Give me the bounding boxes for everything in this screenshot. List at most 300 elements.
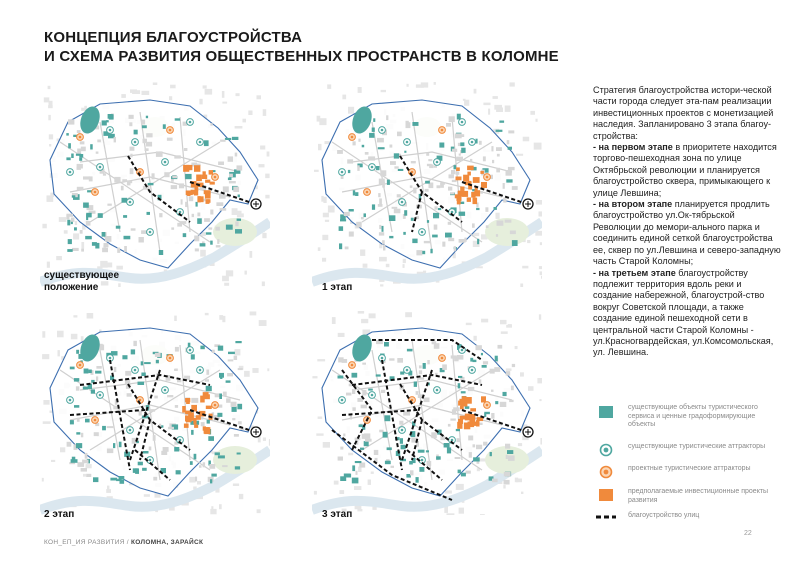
- teal-building: [458, 383, 461, 388]
- building: [133, 341, 137, 346]
- teal-building: [76, 443, 82, 448]
- teal-building: [499, 121, 504, 123]
- attractor-dot: [436, 389, 439, 392]
- investment-project: [193, 418, 196, 425]
- context-building: [259, 164, 265, 167]
- building: [410, 185, 413, 188]
- teal-building: [144, 362, 151, 364]
- building: [510, 231, 516, 235]
- context-building: [203, 85, 207, 88]
- building: [476, 445, 482, 450]
- building: [191, 398, 198, 403]
- context-building: [43, 400, 49, 405]
- building: [232, 418, 235, 420]
- building: [466, 471, 471, 474]
- building: [83, 176, 90, 179]
- teal-building: [207, 420, 210, 424]
- teal-building: [156, 360, 159, 364]
- building: [197, 213, 200, 217]
- context-building: [314, 491, 317, 495]
- attractor-dot: [441, 357, 444, 360]
- teal-building: [185, 174, 192, 179]
- context-building: [199, 99, 202, 105]
- building: [229, 181, 236, 183]
- context-building: [262, 282, 265, 287]
- building: [496, 234, 498, 237]
- building: [492, 479, 498, 483]
- context-building: [521, 492, 523, 494]
- building: [76, 386, 80, 390]
- context-building: [250, 312, 257, 316]
- building: [483, 442, 487, 446]
- teal-building: [102, 120, 107, 125]
- teal-building: [119, 476, 125, 480]
- context-building: [537, 378, 542, 383]
- building: [103, 245, 106, 248]
- building: [386, 115, 388, 120]
- context-building: [527, 240, 530, 243]
- building: [218, 162, 224, 166]
- building: [426, 153, 429, 156]
- building: [122, 179, 127, 182]
- building: [457, 355, 464, 360]
- context-building: [200, 250, 206, 257]
- building: [80, 141, 85, 144]
- context-building: [233, 484, 239, 487]
- context-building: [265, 195, 269, 199]
- teal-building: [204, 140, 209, 146]
- building: [127, 180, 131, 185]
- building: [434, 225, 438, 230]
- context-building: [371, 472, 374, 474]
- building: [450, 192, 454, 194]
- teal-building: [339, 226, 344, 231]
- context-building: [444, 506, 448, 513]
- attractor-dot: [199, 369, 202, 372]
- teal-building: [438, 208, 441, 210]
- map-stage-1: [312, 82, 542, 287]
- building: [394, 166, 398, 168]
- teal-building: [389, 236, 393, 238]
- context-building: [496, 108, 503, 113]
- teal-building: [85, 236, 92, 239]
- building: [129, 122, 132, 126]
- park-area: [213, 446, 257, 474]
- teal-building: [495, 356, 498, 362]
- building: [497, 154, 500, 157]
- teal-building: [98, 213, 103, 218]
- investment-project: [205, 180, 210, 183]
- building: [164, 172, 169, 177]
- context-building: [332, 317, 336, 324]
- building: [394, 209, 401, 214]
- context-building: [314, 170, 319, 172]
- map-label-stage-3-text: 3 этап: [322, 509, 353, 520]
- building: [86, 221, 91, 226]
- building: [199, 465, 202, 468]
- context-building: [328, 206, 335, 213]
- building: [410, 470, 414, 475]
- map-svg: [312, 82, 542, 287]
- building: [455, 457, 461, 459]
- teal-building: [79, 154, 83, 158]
- building: [452, 149, 457, 152]
- teal-building: [338, 376, 344, 379]
- building: [195, 248, 199, 251]
- building: [229, 174, 233, 177]
- building: [380, 170, 386, 176]
- building: [448, 187, 452, 191]
- building: [66, 214, 73, 217]
- context-building: [237, 213, 244, 217]
- building: [77, 187, 84, 191]
- context-building: [456, 484, 464, 490]
- context-building: [434, 82, 436, 85]
- building: [103, 173, 106, 175]
- teal-building: [146, 116, 148, 119]
- teal-building: [194, 454, 197, 460]
- attractor-dot: [381, 357, 384, 360]
- building: [508, 167, 515, 170]
- building: [77, 149, 81, 154]
- stage-2-heading: - на втором этапе: [593, 199, 673, 210]
- building: [86, 474, 91, 477]
- context-building: [500, 320, 507, 324]
- teal-building: [228, 178, 232, 181]
- attractor-dot: [149, 459, 152, 462]
- context-building: [540, 242, 542, 245]
- building: [349, 232, 354, 237]
- context-building: [464, 100, 469, 106]
- teal-building: [416, 477, 419, 483]
- investment-project: [187, 191, 190, 196]
- building: [341, 176, 344, 179]
- map-label-stage-2-text: 2 этап: [44, 509, 75, 520]
- building: [238, 368, 243, 370]
- building: [171, 227, 174, 229]
- attractor-dot: [381, 129, 384, 132]
- context-building: [239, 494, 243, 499]
- building: [486, 225, 489, 228]
- building: [68, 119, 74, 124]
- teal-building: [86, 214, 88, 220]
- teal-building: [122, 355, 127, 359]
- context-building: [222, 91, 225, 98]
- investment-project: [481, 182, 487, 188]
- teal-building: [220, 375, 222, 379]
- building: [397, 132, 402, 137]
- building: [419, 365, 422, 368]
- building: [155, 353, 161, 357]
- building: [340, 447, 343, 450]
- attractor-dot: [69, 171, 72, 174]
- investment-project: [460, 406, 464, 410]
- context-building: [44, 97, 50, 102]
- building: [346, 393, 351, 396]
- context-building: [488, 109, 490, 115]
- teal-building: [348, 170, 350, 173]
- building: [454, 246, 456, 251]
- building: [505, 444, 510, 449]
- building: [96, 152, 99, 154]
- stage-3-heading: - на третьем этапе: [593, 267, 676, 278]
- teal-building: [372, 128, 375, 132]
- map-label-existing-line1: существующее: [44, 270, 120, 281]
- building: [129, 115, 134, 119]
- building: [149, 409, 155, 412]
- context-building: [496, 213, 500, 219]
- investment-project: [480, 171, 484, 174]
- context-building: [219, 504, 222, 509]
- stage-3-text: благоустройству подлежит территория вдоль реки и создание набережной, благоустрой-ство вокруг Советской площади, а также создание единой пешеходной сети в центральной части Старой Коломны - ул.Красногвардейская, ул.Комсомольская, ул. Левшина.: [593, 267, 774, 358]
- building: [365, 152, 369, 155]
- attractor-dot: [366, 191, 369, 194]
- context-building: [236, 93, 240, 96]
- context-building: [358, 87, 362, 93]
- teal-building: [91, 389, 95, 393]
- context-building: [340, 490, 345, 494]
- building: [479, 379, 482, 383]
- context-building: [59, 217, 67, 222]
- teal-building: [349, 209, 354, 212]
- investment-project: [194, 165, 200, 172]
- building: [507, 140, 510, 144]
- building: [210, 123, 212, 126]
- context-building: [42, 331, 45, 338]
- investment-project: [457, 200, 461, 205]
- building: [455, 133, 462, 138]
- context-building: [243, 119, 247, 123]
- teal-building: [368, 389, 373, 391]
- context-building: [49, 134, 53, 139]
- teal-building: [102, 232, 106, 237]
- context-building: [64, 230, 68, 234]
- investment-project: [200, 396, 205, 403]
- building: [503, 183, 505, 189]
- teal-building: [494, 207, 497, 210]
- building: [179, 183, 184, 188]
- teal-building: [425, 181, 430, 184]
- building: [82, 460, 88, 464]
- context-building: [245, 271, 247, 275]
- teal-building: [473, 360, 477, 362]
- page-title: [44, 28, 559, 66]
- building: [127, 393, 132, 397]
- context-building: [416, 84, 424, 87]
- building: [450, 419, 455, 421]
- investment-project: [462, 191, 468, 197]
- orange-square-icon: [599, 489, 613, 501]
- building: [382, 182, 385, 188]
- teal-building: [459, 212, 466, 216]
- teal-building: [461, 148, 465, 153]
- teal-building: [419, 467, 424, 472]
- teal-building: [340, 219, 346, 221]
- building: [485, 207, 488, 212]
- attractor-dot: [401, 201, 404, 204]
- building: [389, 358, 394, 360]
- building: [381, 390, 385, 393]
- teal-building: [400, 438, 403, 444]
- building: [413, 188, 416, 194]
- teal-building: [373, 118, 375, 122]
- building: [368, 156, 375, 160]
- building: [361, 217, 364, 219]
- teal-building: [119, 442, 122, 448]
- context-building: [323, 213, 329, 218]
- attractor-dot: [341, 399, 344, 402]
- context-building: [515, 346, 518, 349]
- attractor-dot: [214, 176, 217, 179]
- map-label-stage-2: [44, 509, 74, 521]
- stage-1-text: в приоритете находится торгово-пешеходная зона по улице Октябрьской революции и планируется благоустройство сквера, примыкающего к улице Левшина;: [593, 142, 777, 198]
- teal-building: [454, 165, 457, 169]
- context-building: [153, 83, 158, 86]
- teal-building: [176, 470, 181, 474]
- building: [448, 424, 451, 427]
- teal-building: [93, 477, 98, 482]
- teal-building: [163, 124, 166, 129]
- dashed-line-icon: [596, 510, 616, 524]
- building: [352, 389, 355, 394]
- teal-building: [66, 133, 69, 136]
- building: [77, 167, 81, 170]
- teal-building: [228, 352, 235, 354]
- building: [226, 398, 231, 403]
- context-building: [493, 96, 498, 99]
- teal-building: [183, 233, 187, 237]
- teal-building: [412, 239, 417, 244]
- teal-building: [496, 130, 503, 132]
- building: [81, 468, 87, 472]
- attractor-dot: [199, 141, 202, 144]
- teal-building: [159, 250, 163, 255]
- teal-building: [102, 426, 106, 430]
- investment-project: [473, 177, 480, 183]
- attractor-dot: [94, 191, 97, 194]
- investment-project: [185, 411, 191, 415]
- teal-building: [456, 429, 460, 431]
- investment-project: [203, 171, 206, 177]
- teal-building: [191, 354, 195, 359]
- attractor-dot: [401, 429, 404, 432]
- teal-building: [436, 456, 441, 459]
- teal-building: [142, 468, 147, 471]
- investment-project: [460, 399, 465, 404]
- context-building: [474, 336, 477, 341]
- attractor-dot: [134, 369, 137, 372]
- attractor-dot: [471, 369, 474, 372]
- building: [81, 147, 86, 152]
- building: [448, 238, 454, 241]
- stage-1-heading: - на первом этапе: [593, 142, 673, 153]
- building: [509, 400, 513, 402]
- teal-building: [458, 470, 461, 474]
- context-building: [483, 103, 490, 106]
- teal-building: [74, 378, 79, 382]
- teal-building: [238, 195, 240, 198]
- context-building: [56, 256, 62, 260]
- map-stage-2: [40, 310, 270, 515]
- investment-project: [197, 196, 200, 202]
- attractor-dot: [109, 129, 112, 132]
- building: [504, 480, 510, 485]
- teal-building: [476, 208, 479, 210]
- building: [382, 240, 385, 244]
- attractor-dot: [79, 136, 82, 139]
- teal-building: [423, 363, 426, 369]
- legend-text: благоустройство улиц: [628, 512, 700, 519]
- teal-building: [148, 183, 154, 185]
- footer-left: КОН_ЕП_ИЯ РАЗВИТИЯ /: [44, 539, 132, 546]
- building: [427, 360, 430, 364]
- building: [379, 198, 382, 204]
- investment-project: [205, 194, 211, 199]
- building: [153, 477, 157, 481]
- building: [223, 186, 229, 192]
- context-building: [327, 84, 331, 89]
- investment-project: [210, 182, 215, 185]
- building: [125, 371, 131, 376]
- attractor-dot: [441, 129, 444, 132]
- building: [192, 214, 194, 217]
- teal-building: [76, 432, 80, 434]
- building: [77, 130, 81, 133]
- building: [175, 347, 179, 352]
- building: [452, 409, 456, 414]
- building: [238, 421, 242, 424]
- building: [432, 341, 437, 344]
- context-building: [317, 116, 321, 122]
- building: [85, 453, 88, 459]
- building: [457, 438, 461, 442]
- building: [96, 366, 101, 369]
- context-building: [169, 96, 172, 100]
- building: [448, 222, 451, 225]
- context-building: [510, 82, 515, 86]
- investment-project: [204, 427, 210, 434]
- context-building: [317, 359, 325, 361]
- building: [480, 191, 483, 194]
- context-building: [60, 447, 65, 452]
- building: [357, 165, 359, 171]
- building: [80, 230, 83, 234]
- building: [391, 466, 395, 468]
- building: [427, 164, 432, 166]
- context-building: [539, 266, 542, 269]
- building: [470, 159, 472, 162]
- teal-building: [83, 203, 89, 208]
- building: [114, 367, 117, 372]
- teal-building: [110, 478, 117, 481]
- teal-building: [237, 219, 241, 221]
- building: [378, 204, 383, 207]
- teal-building: [387, 180, 390, 185]
- building: [497, 221, 504, 226]
- context-building: [323, 442, 330, 448]
- building: [195, 477, 197, 482]
- teal-building: [411, 218, 414, 221]
- building: [442, 364, 447, 370]
- building: [216, 202, 223, 206]
- teal-building: [134, 130, 138, 135]
- investment-project: [464, 423, 470, 430]
- legend-text: существующие объекты туристического сервиса и ценные градоформирующие объекты: [628, 404, 758, 429]
- building: [203, 462, 206, 467]
- building: [357, 398, 363, 402]
- context-building: [506, 325, 512, 328]
- context-building: [57, 139, 59, 142]
